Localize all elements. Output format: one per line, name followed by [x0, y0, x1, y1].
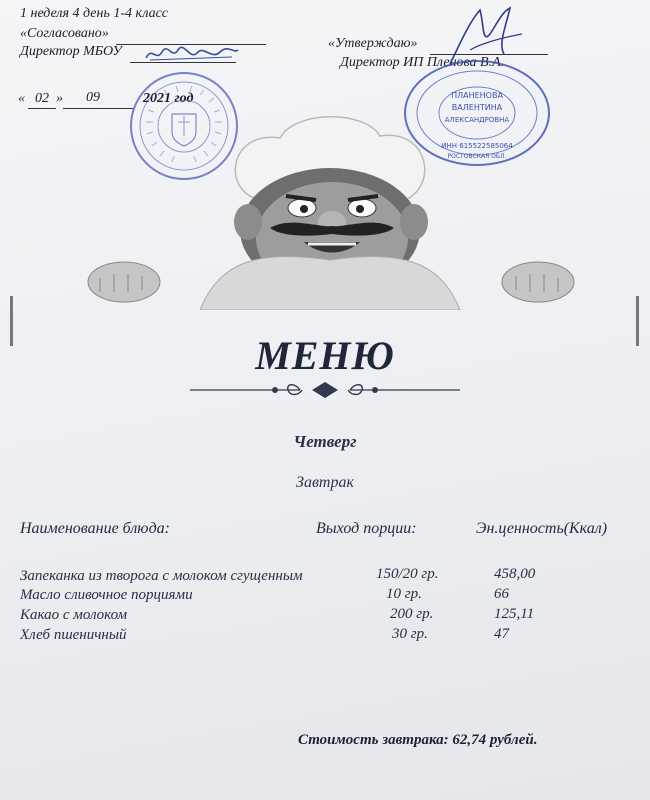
stamp-line3: АЛЕКСАНДРОВНА [444, 116, 510, 124]
agreed-label: «Согласовано» [20, 26, 109, 41]
chef-illustration [80, 110, 580, 310]
item-portion-4: 30 гр. [392, 626, 428, 642]
item-name-1: Запеканка из творога с молоком сгущенным [20, 568, 303, 584]
col-energy: Эн.ценность(Ккал) [476, 520, 608, 537]
menu-meal: Завтрак [296, 474, 354, 491]
date-close-quote: » [56, 91, 63, 106]
item-name-3: Какао с молоком [20, 607, 128, 623]
date-open-quote: « [18, 91, 25, 106]
left-signature [142, 40, 242, 68]
date-year: 2021 год [143, 91, 194, 106]
item-energy-3: 125,11 [494, 606, 535, 622]
menu-title: МЕНЮ [255, 333, 395, 378]
stamp-region: РОСТОВСКАЯ ОБЛ. [447, 153, 507, 160]
approve-label: «Утверждаю» [328, 36, 418, 51]
date-month: 09 [86, 90, 100, 105]
item-portion-2: 10 гр. [386, 586, 422, 602]
col-portion: Выход порции: [316, 520, 417, 537]
date-day: 02 [35, 91, 49, 106]
item-name-2: Масло сливочное порциями [20, 587, 193, 603]
stamp-inn: ИНН 615522585064 [441, 142, 513, 150]
col-dish-name: Наименование блюда: [20, 520, 171, 537]
item-portion-1: 150/20 гр. [376, 566, 439, 582]
director-right: Директор ИП Пленова В.А. [340, 55, 505, 70]
date-day-underline [28, 108, 56, 109]
item-name-4: Хлеб пшеничный [20, 627, 127, 643]
item-portion-3: 200 гр. [390, 606, 434, 622]
director-left: Директор МБОУ [20, 44, 122, 59]
item-energy-1: 458,00 [494, 566, 536, 582]
week-line: 1 неделя 4 день 1-4 класс [20, 6, 169, 21]
stamp-line1: ПЛАНЕНОВА [451, 91, 503, 100]
item-energy-4: 47 [494, 626, 509, 642]
menu-day: Четверг [293, 432, 357, 451]
breakfast-cost: Стоимость завтрака: 62,74 рублей. [298, 732, 538, 748]
stamp-line2: ВАЛЕНТИНА [451, 103, 503, 112]
ornament-divider [190, 378, 460, 402]
item-energy-2: 66 [494, 586, 509, 602]
date-month-underline [63, 108, 133, 109]
